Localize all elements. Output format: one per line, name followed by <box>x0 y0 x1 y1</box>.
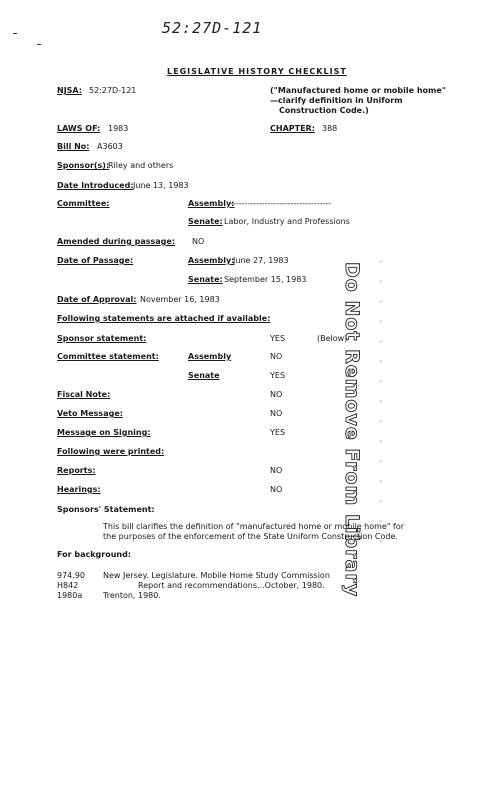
fiscal-note-label: Fiscal Note: <box>57 390 111 399</box>
background-citation: Trenton, 1980. <box>103 591 161 600</box>
committee-statement-assembly-label: Assembly <box>188 352 232 361</box>
committee-statement-assembly-value: NO <box>270 352 283 361</box>
message-on-signing-value: YES <box>270 428 286 437</box>
chapter-label: CHAPTER: <box>270 124 315 133</box>
amended-value: NO <box>192 237 205 246</box>
fiscal-note-value: NO <box>270 390 283 399</box>
background-heading: For background: <box>57 550 132 559</box>
hearings-value: NO <box>270 485 283 494</box>
scan-mark <box>37 44 41 45</box>
amended-label: Amended during passage: <box>57 237 176 246</box>
committee-statement-label: Committee statement: <box>57 352 159 361</box>
attached-heading: Following statements are attached if available: <box>57 314 271 323</box>
committee-senate-label: Senate: <box>188 217 223 226</box>
laws-of-value: 1983 <box>108 124 129 133</box>
chapter-value: 388 <box>322 124 338 133</box>
background-citation: Report and recommendations...October, 1980. <box>138 581 325 590</box>
description-line: —clarify definition in Uniform <box>270 96 403 105</box>
statement-text-line: This bill clarifies the definition of "manufactured home or mobile home" for <box>103 522 405 531</box>
page-title: LEGISLATIVE HISTORY CHECKLIST <box>167 67 347 76</box>
background-call-number: H842 <box>57 581 79 590</box>
background-citation: New Jersey. Legislature. Mobile Home Study Commission <box>103 571 330 580</box>
scan-mark <box>13 33 17 34</box>
background-call-number: 1980a <box>57 591 83 600</box>
reports-label: Reports: <box>57 466 96 475</box>
date-introduced-value: June 13, 1983 <box>133 181 189 190</box>
date-of-approval-value: November 16, 1983 <box>140 295 220 304</box>
njsa-value: 52:27D-121 <box>89 86 137 95</box>
sponsors-statement-heading: Sponsors' Statement: <box>57 505 155 514</box>
sponsor-statement-label: Sponsor statement: <box>57 334 147 343</box>
veto-message-value: NO <box>270 409 283 418</box>
committee-senate-value: Labor, Industry and Professions <box>224 217 350 226</box>
stamp-ghost-text: · · · · · · · · · · · · · · · <box>367 258 392 548</box>
committee-statement-senate-value: YES <box>270 371 286 380</box>
bill-no-value: A3603 <box>97 142 123 151</box>
message-on-signing-label: Message on Signing: <box>57 428 151 437</box>
date-of-passage-label: Date of Passage: <box>57 256 134 265</box>
sponsors-value: Riley and others <box>108 161 174 170</box>
committee-assembly-value: ----------------------------------- <box>230 199 332 208</box>
handwritten-call-number: 52:27D-121 <box>162 19 263 37</box>
description-line: ("Manufactured home or mobile home" <box>270 86 446 95</box>
committee-assembly-label: Assembly: <box>188 199 235 208</box>
laws-of-label: LAWS OF: <box>57 124 101 133</box>
printed-heading: Following were printed: <box>57 447 165 456</box>
passage-assembly-label: Assembly: <box>188 256 235 265</box>
background-call-number: 974.90 <box>57 571 85 580</box>
committee-statement-senate-label: Senate <box>188 371 220 380</box>
bill-no-label: Bill No: <box>57 142 90 151</box>
sponsor-statement-note: (Below) <box>317 334 348 343</box>
njsa-label: NJSA: <box>57 86 82 95</box>
reports-value: NO <box>270 466 283 475</box>
passage-senate-label: Senate: <box>188 275 223 284</box>
committee-label: Committee: <box>57 199 110 208</box>
sponsor-statement-value: YES <box>270 334 286 343</box>
do-not-remove-stamp: Do Not Remove From Library <box>341 262 363 598</box>
date-of-approval-label: Date of Approval: <box>57 295 137 304</box>
description-line: Construction Code.) <box>279 106 369 115</box>
passage-assembly-value: June 27, 1983 <box>233 256 289 265</box>
date-introduced-label: Date Introduced: <box>57 181 134 190</box>
sponsors-label: Sponsor(s): <box>57 161 110 170</box>
hearings-label: Hearings: <box>57 485 101 494</box>
veto-message-label: Veto Message: <box>57 409 123 418</box>
passage-senate-value: September 15, 1983 <box>224 275 307 284</box>
statement-text-line: the purposes of the enforcement of the State Uniform Construction Code. <box>103 532 398 541</box>
